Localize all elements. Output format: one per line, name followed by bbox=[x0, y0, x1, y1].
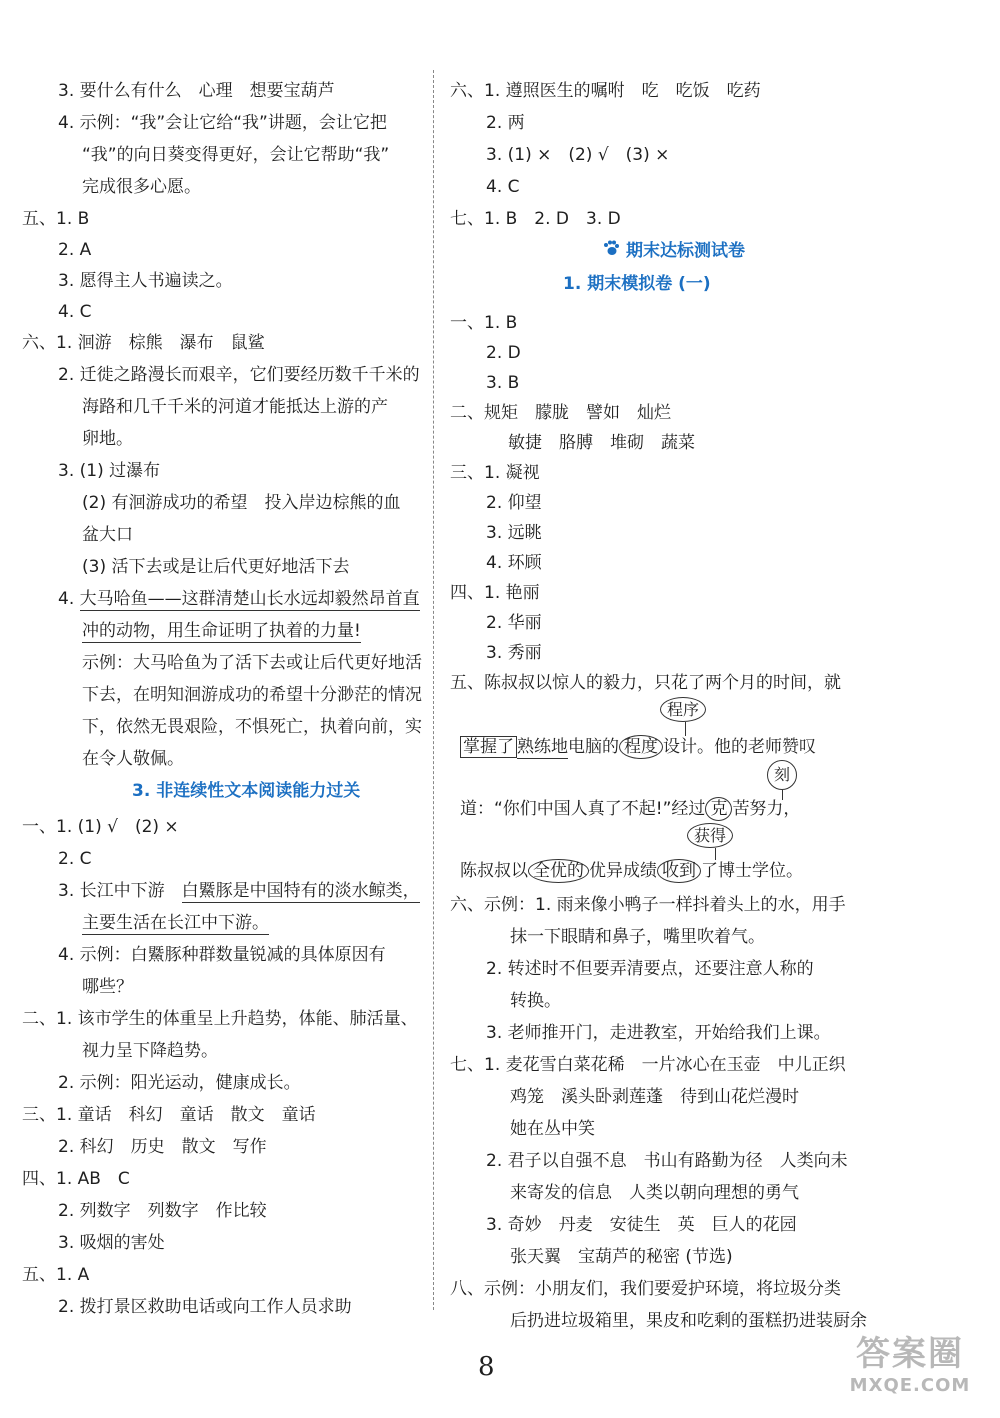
answer-line: 3. 吸烟的害处 bbox=[58, 1233, 165, 1253]
correction-note bbox=[767, 760, 797, 790]
answer-line: 二、规矩 朦胧 譬如 灿烂 bbox=[450, 403, 671, 423]
answer-line: 3. 要什么有什么 心理 想要宝葫芦 bbox=[58, 81, 335, 101]
answer-line: 3. 老师推开门，走进教室，开始给我们上课。 bbox=[486, 1023, 831, 1043]
watermark-url: MXQE.COM bbox=[849, 1375, 971, 1396]
answer-line: 2. 科幻 历史 散文 写作 bbox=[58, 1137, 267, 1157]
answer-line: 2. 两 bbox=[486, 113, 525, 133]
answer-line: 四、1. 艳丽 bbox=[450, 583, 540, 603]
answer-line: (2) 有洄游成功的希望 投入岸边棕熊的血 bbox=[82, 493, 401, 513]
column-divider bbox=[433, 70, 434, 1310]
sentence-text: 设计。他的老师赞叹 bbox=[663, 737, 816, 757]
underlined-text: 大马哈鱼——这群清楚山长水远却毅然昂首直 bbox=[79, 589, 420, 609]
answer-line: (3) 活下去或是让后代更好地活下去 bbox=[82, 557, 350, 577]
answer-line: 六、1. 遵照医生的嘱咐 吃 吃饭 吃药 bbox=[450, 81, 761, 101]
answer-line: 六、示例：1. 雨来像小鸭子一样抖着头上的水，用手 bbox=[450, 895, 846, 915]
answer-line bbox=[58, 880, 420, 902]
item-number: 4. bbox=[58, 589, 75, 609]
answer-line: 2. 君子以自强不息 书山有路勤为径 人类向未 bbox=[486, 1151, 848, 1171]
answer-line: 4. 示例：“我”会让它给“我”讲题，会让它把 bbox=[58, 113, 387, 133]
answer-line: 3. 秀丽 bbox=[486, 643, 542, 663]
page-number: 8 bbox=[478, 1352, 495, 1382]
answer-line: 抹一下眼睛和鼻子，嘴里吹着气。 bbox=[510, 927, 765, 947]
answer-line: 4. C bbox=[58, 302, 92, 322]
answer-line: 3. 奇妙 丹麦 安徒生 英 巨人的花园 bbox=[486, 1215, 797, 1235]
answer-line: 完成很多心愿。 bbox=[82, 177, 201, 197]
watermark-logo bbox=[835, 1326, 985, 1406]
correction-line bbox=[685, 722, 686, 736]
corrected-sentence bbox=[460, 860, 803, 882]
answer-line: 五、1. B bbox=[22, 209, 90, 229]
answer-line: 4. 环顾 bbox=[486, 553, 542, 573]
underlined-text: 白鱀豚是中国特有的淡水鲸类， bbox=[181, 881, 420, 901]
answer-line: 三、1. 凝视 bbox=[450, 463, 540, 483]
circled-text: 收到 bbox=[657, 859, 701, 883]
circled-text: 克 bbox=[705, 797, 732, 821]
sentence-text: 了博士学位。 bbox=[701, 861, 803, 881]
correction-oval: 程序 bbox=[660, 697, 706, 722]
answer-line: 3. 愿得主人书遍读之。 bbox=[58, 271, 233, 291]
answer-line: 五、1. A bbox=[22, 1265, 90, 1285]
correction-oval: 获得 bbox=[687, 823, 733, 848]
answer-line: 六、1. 洄游 棕熊 瀑布 鼠鲨 bbox=[22, 333, 265, 353]
answer-line: 后扔进垃圾箱里，果皮和吃剩的蛋糕扔进装厨余 bbox=[510, 1311, 867, 1331]
heading-text: 期末达标测试卷 bbox=[626, 241, 745, 261]
answer-line: 她在丛中笑 bbox=[510, 1119, 595, 1139]
answer-line: 八、示例：小朋友们，我们要爱护环境，将垃圾分类 bbox=[450, 1279, 841, 1299]
underlined-text: 熟练地 bbox=[517, 737, 568, 757]
sentence-text: 电脑的 bbox=[568, 737, 619, 757]
answer-line: 张天翼 宝葫芦的秘密 (节选) bbox=[510, 1247, 733, 1267]
answer-line: 4. 示例：白鱀豚种群数量锐减的具体原因有 bbox=[58, 945, 386, 965]
answer-line: 来寄发的信息 人类以朝向理想的勇气 bbox=[510, 1183, 799, 1203]
answer-line: 五、陈叔叔以惊人的毅力，只花了两个月的时间，就 bbox=[450, 673, 841, 693]
sentence-text: 苦努力， bbox=[732, 799, 801, 819]
answer-line: 4. C bbox=[486, 177, 520, 197]
answer-line: 2. 拨打景区救助电话或向工作人员求助 bbox=[58, 1297, 352, 1317]
answer-line: 转换。 bbox=[510, 991, 561, 1011]
answer-line: 视力呈下降趋势。 bbox=[82, 1041, 218, 1061]
answer-line: “我”的向日葵变得更好，会让它帮助“我” bbox=[82, 145, 390, 165]
section-heading: 1. 期末模拟卷 (一) bbox=[563, 274, 711, 294]
answer-line bbox=[82, 620, 361, 642]
answer-line: 二、1. 该市学生的体重呈上升趋势，体能、肺活量、 bbox=[22, 1009, 418, 1029]
corrected-sentence bbox=[460, 736, 816, 758]
correction-note bbox=[687, 826, 733, 846]
answer-text: 3. 长江中下游 bbox=[58, 881, 182, 901]
answer-line: 2. 仰望 bbox=[486, 493, 542, 513]
watermark-text: 答案圈 bbox=[856, 1334, 964, 1374]
answer-line bbox=[58, 588, 420, 610]
answer-line: 2. 示例：阳光运动，健康成长。 bbox=[58, 1073, 301, 1093]
correction-circle: 刻 bbox=[767, 760, 797, 790]
answer-line: 下，依然无畏艰险，不惧死亡，执着向前，实 bbox=[82, 717, 422, 737]
answer-line: 一、1. B bbox=[450, 313, 518, 333]
answer-line: 盆大口 bbox=[82, 525, 133, 545]
answer-line: 卵地。 bbox=[82, 429, 133, 449]
correction-note bbox=[660, 700, 706, 720]
answer-line: 七、1. B 2. D 3. D bbox=[450, 209, 621, 229]
underlined-text: 主要生活在长江中下游。 bbox=[82, 913, 269, 933]
answer-line: 哪些？ bbox=[82, 977, 133, 997]
circled-text: 程度 bbox=[619, 735, 663, 759]
corrected-sentence bbox=[460, 798, 800, 820]
answer-line: 3. B bbox=[486, 373, 520, 393]
answer-line: 三、1. 童话 科幻 童话 散文 童话 bbox=[22, 1105, 316, 1125]
answer-line: 2. C bbox=[58, 849, 92, 869]
section-heading: 3. 非连续性文本阅读能力过关 bbox=[132, 781, 361, 801]
answer-line: 2. 华丽 bbox=[486, 613, 542, 633]
sentence-text: 优异成绩 bbox=[589, 861, 657, 881]
answer-line: 3. 远眺 bbox=[486, 523, 542, 543]
answer-line: 3. (1) 过瀑布 bbox=[58, 461, 161, 481]
answer-line: 下去，在明知洄游成功的希望十分渺茫的情况 bbox=[82, 685, 422, 705]
answer-line: 2. 转述时不但要弄清要点，还要注意人称的 bbox=[486, 959, 814, 979]
answer-line: 四、1. AB C bbox=[22, 1169, 130, 1189]
answer-line: 敏捷 胳膊 堆砌 蔬菜 bbox=[508, 433, 695, 453]
answer-line: 海路和几千千米的河道才能抵达上游的产 bbox=[82, 397, 388, 417]
sentence-text: 陈叔叔以 bbox=[460, 861, 528, 881]
circled-text: 全优的 bbox=[528, 859, 589, 883]
answer-line: 七、1. 麦花雪白菜花稀 一片冰心在玉壶 中儿正织 bbox=[450, 1055, 846, 1075]
sentence-text: 道：“你们中国人真了不起!”经过 bbox=[460, 799, 706, 819]
answer-line: 2. A bbox=[58, 240, 92, 260]
answer-line: 2. 迁徙之路漫长而艰辛，它们要经历数千千米的 bbox=[58, 365, 420, 385]
answer-line: 鸡笼 溪头卧剥莲蓬 待到山花烂漫时 bbox=[510, 1087, 799, 1107]
answer-line bbox=[82, 912, 269, 934]
boxed-text: 掌握了 bbox=[460, 736, 517, 758]
paw-icon bbox=[602, 240, 620, 262]
answer-line: 在令人敬佩。 bbox=[82, 749, 184, 769]
section-heading bbox=[602, 240, 745, 262]
answer-line: 示例：大马哈鱼为了活下去或让后代更好地活 bbox=[82, 653, 422, 673]
answer-line: 一、1. (1) √ (2) × bbox=[22, 817, 179, 837]
correction-line bbox=[715, 848, 716, 860]
answer-line: 3. (1) × (2) √ (3) × bbox=[486, 145, 670, 165]
underlined-text: 冲的动物，用生命证明了执着的力量! bbox=[82, 621, 361, 641]
answer-line: 2. D bbox=[486, 343, 521, 363]
answer-line: 2. 列数字 列数字 作比较 bbox=[58, 1201, 267, 1221]
